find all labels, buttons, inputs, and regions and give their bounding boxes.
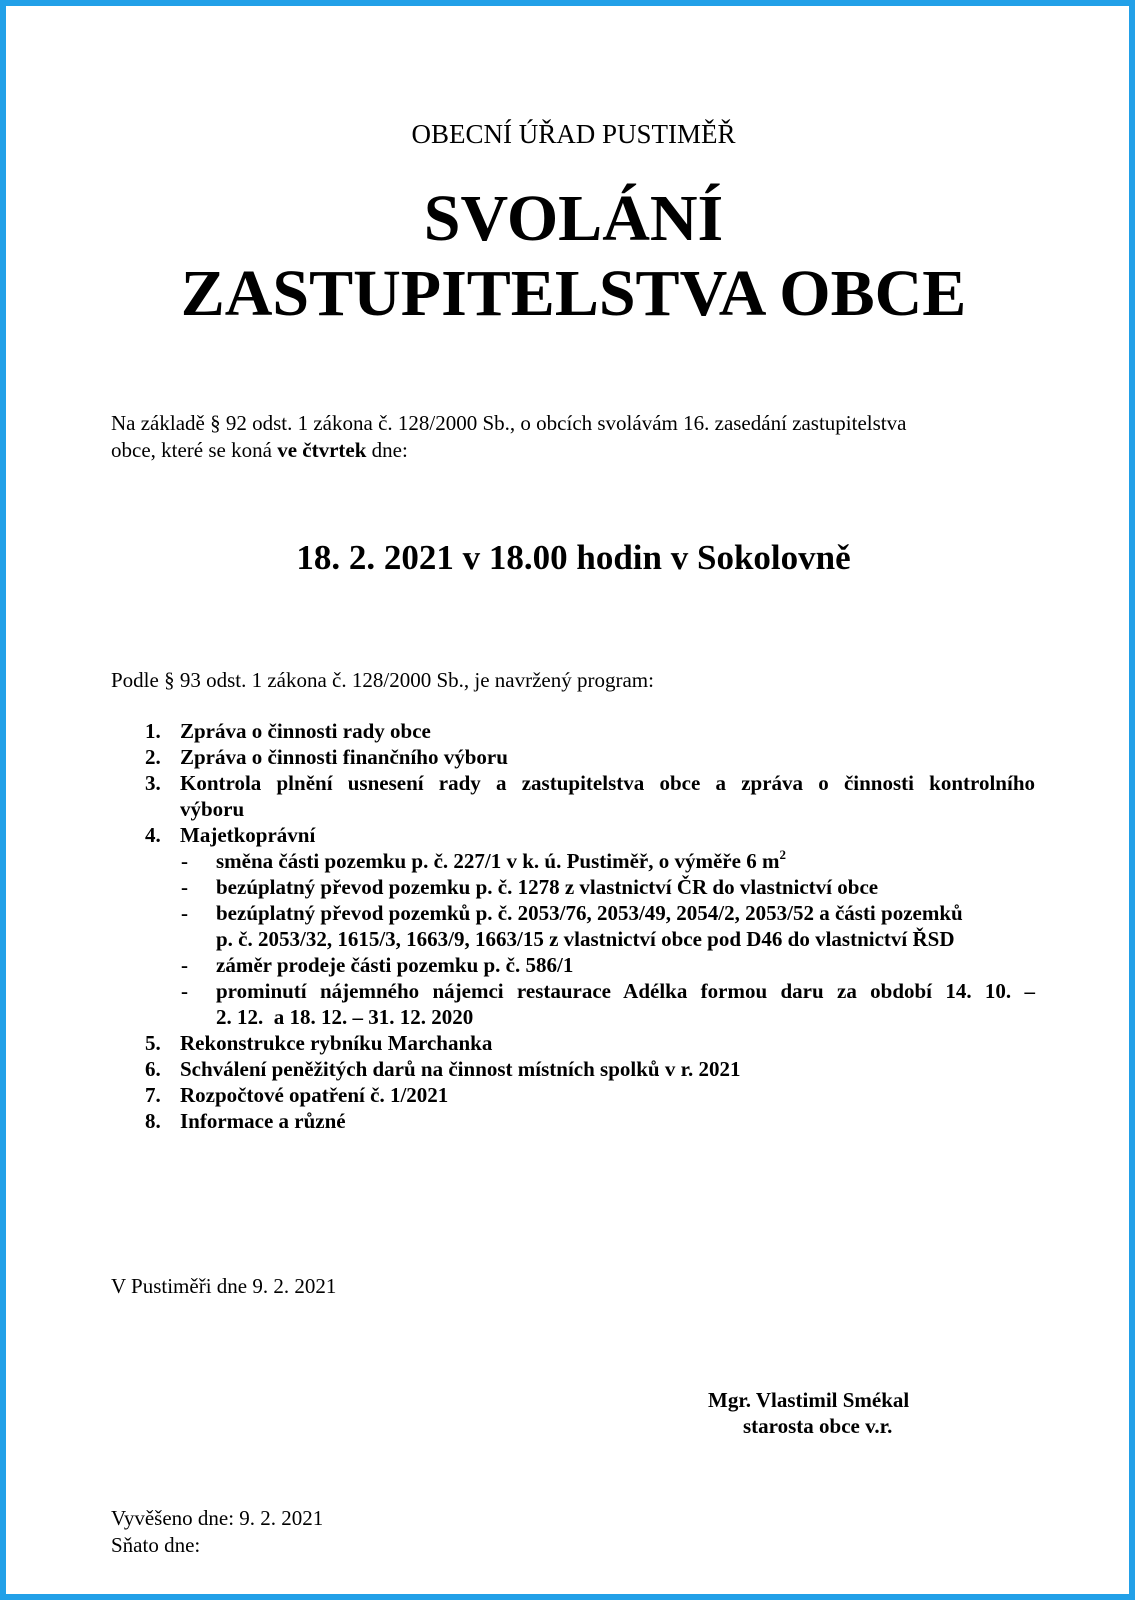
meeting-date-place: 18. 2. 2021 v 18.00 hodin v Sokolovně bbox=[296, 538, 851, 577]
agenda-text: Zpráva o činnosti rady obce bbox=[180, 719, 431, 743]
title-line-1: SVOLÁNÍ bbox=[423, 182, 724, 255]
subitem-text: prominutí nájemného nájemci restaurace Adélka formou daru za období 14. 10. – bbox=[216, 979, 1035, 1003]
subitem-text: záměr prodeje části pozemku p. č. 586/1 bbox=[216, 953, 574, 977]
bullet-dash: - bbox=[181, 849, 188, 873]
agenda-text: Zpráva o činnosti finančního výboru bbox=[180, 745, 508, 769]
bullet-dash: - bbox=[181, 901, 188, 925]
subitem-text-main: směna části pozemku p. č. 227/1 v k. ú. Pustiměř, o výměře 6 m bbox=[216, 849, 780, 873]
place-and-date: V Pustiměři dne 9. 2. 2021 bbox=[111, 1274, 337, 1298]
signatory-role: starosta obce v.r. bbox=[743, 1414, 893, 1438]
agenda-number: 1. bbox=[145, 719, 161, 743]
posted-date: Vyvěšeno dne: 9. 2. 2021 bbox=[111, 1506, 324, 1530]
bullet-dash: - bbox=[181, 979, 188, 1003]
agenda-text: Rekonstrukce rybníku Marchanka bbox=[180, 1031, 493, 1055]
bullet-dash: - bbox=[181, 953, 188, 977]
subitem-text: bezúplatný převod pozemků p. č. 2053/76, 2053/49, 2054/2, 2053/52 a části pozemků bbox=[216, 901, 963, 925]
agenda-number: 8. bbox=[145, 1109, 161, 1133]
signatory-name: Mgr. Vlastimil Smékal bbox=[708, 1388, 910, 1412]
intro-line-2-end: dne: bbox=[366, 438, 408, 462]
office-heading: OBECNÍ ÚŘAD PUSTIMĚŘ bbox=[411, 119, 736, 149]
agenda-number: 4. bbox=[145, 823, 161, 847]
program-intro: Podle § 93 odst. 1 zákona č. 128/2000 Sb., je navržený program: bbox=[111, 668, 654, 692]
title-line-2: ZASTUPITELSTVA OBCE bbox=[180, 257, 967, 330]
bullet-dash: - bbox=[181, 875, 188, 899]
agenda-number: 3. bbox=[145, 771, 161, 795]
agenda-text: Rozpočtové opatření č. 1/2021 bbox=[180, 1083, 449, 1107]
agenda-text: Informace a různé bbox=[180, 1109, 346, 1133]
agenda-number: 2. bbox=[145, 745, 161, 769]
intro-line-1: Na základě § 92 odst. 1 zákona č. 128/2000 Sb., o obcích svolávám 16. zasedání zastupitelstva bbox=[111, 411, 907, 435]
subitem-text: p. č. 2053/32, 1615/3, 1663/9, 1663/15 z vlastnictví obce pod D46 do vlastnictví ŘSD bbox=[216, 927, 955, 951]
intro-weekday: ve čtvrtek bbox=[277, 438, 367, 462]
agenda-number: 5. bbox=[145, 1031, 161, 1055]
agenda-text: Majetkoprávní bbox=[180, 823, 316, 847]
agenda-text: výboru bbox=[180, 797, 245, 821]
intro-paragraph bbox=[111, 410, 1011, 464]
superscript: 2 bbox=[779, 847, 786, 862]
agenda-text: Kontrola plnění usnesení rady a zastupitelstva obce a zpráva o činnosti kontrolního bbox=[180, 771, 1035, 795]
subitem-text: 2. 12. a 18. 12. – 31. 12. 2020 bbox=[216, 1005, 474, 1029]
intro-line-2-start: obce, které se koná bbox=[111, 438, 278, 462]
agenda-number: 6. bbox=[145, 1057, 161, 1081]
agenda-text: Schválení peněžitých darů na činnost místních spolků v r. 2021 bbox=[180, 1057, 741, 1081]
agenda-number: 7. bbox=[145, 1083, 161, 1107]
subitem-text bbox=[216, 849, 786, 874]
taken-down-date: Sňato dne: bbox=[111, 1533, 201, 1557]
subitem-text: bezúplatný převod pozemku p. č. 1278 z vlastnictví ČR do vlastnictví obce bbox=[216, 875, 879, 899]
intro-line-2 bbox=[111, 437, 1011, 464]
